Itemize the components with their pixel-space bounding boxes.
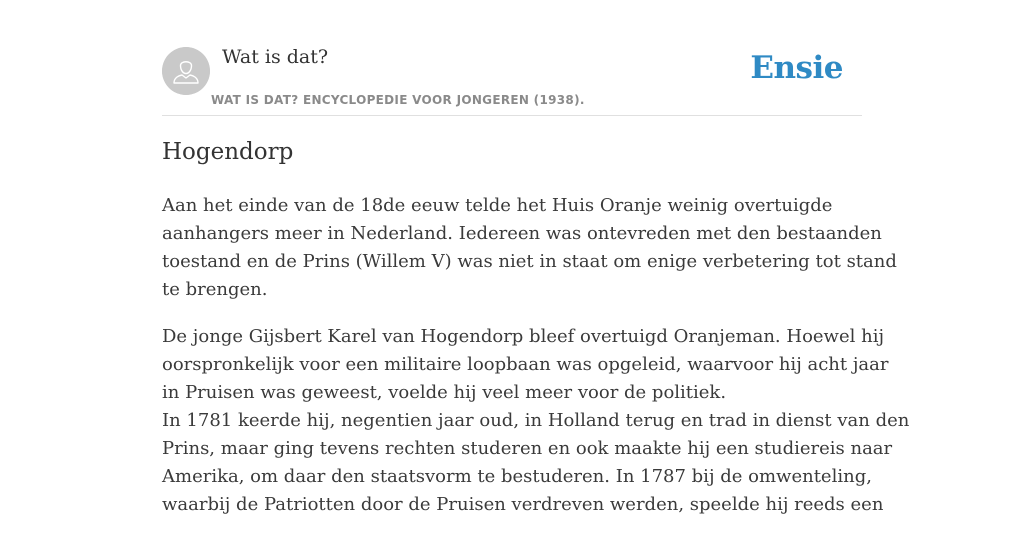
source-title[interactable]: Wat is dat? xyxy=(222,46,329,68)
paragraph-line: te brengen. xyxy=(162,279,268,300)
paragraph-line: Amerika, om daar den staatsvorm te bestuderen. In 1787 bij de omwenteling, xyxy=(162,466,872,487)
paragraph-line: aanhangers meer in Nederland. Iedereen was ontevreden met den bestaanden xyxy=(162,223,882,244)
paragraph-line: toestand en de Prins (Willem V) was niet in staat om enige verbetering tot stand xyxy=(162,251,897,272)
paragraph-line: Prins, maar ging tevens rechten studeren en ook maakte hij een studiereis naar xyxy=(162,438,893,459)
source-header xyxy=(162,0,862,116)
ensie-logo[interactable]: Ensie xyxy=(750,50,843,86)
paragraph-line: waarbij de Patriotten door de Pruisen verdreven werden, speelde hij reeds een xyxy=(162,494,884,515)
page xyxy=(162,0,910,515)
paragraph-line: in Pruisen was geweest, voelde hij veel meer voor de politiek. xyxy=(162,382,727,403)
paragraph-line: oorspronkelijk voor een militaire loopbaan was opgeleid, waarvoor hij acht jaar xyxy=(162,354,889,375)
paragraph-line: De jonge Gijsbert Karel van Hogendorp bleef overtuigd Oranjeman. Hoewel hij xyxy=(162,326,885,347)
paragraph-line: Aan het einde van de 18de eeuw telde het Huis Oranje weinig overtuigde xyxy=(162,195,833,216)
article-title: Hogendorp xyxy=(162,139,294,165)
source-avatar[interactable] xyxy=(162,47,210,95)
article-paragraph xyxy=(162,192,897,304)
source-subtitle: WAT IS DAT? ENCYCLOPEDIE VOOR JONGEREN (1938). xyxy=(211,93,585,107)
article-paragraph xyxy=(162,323,910,519)
article-body xyxy=(162,192,910,538)
paragraph-line: In 1781 keerde hij, negentien jaar oud, in Holland terug en trad in dienst van den xyxy=(162,410,910,431)
user-silhouette-icon xyxy=(162,47,210,95)
